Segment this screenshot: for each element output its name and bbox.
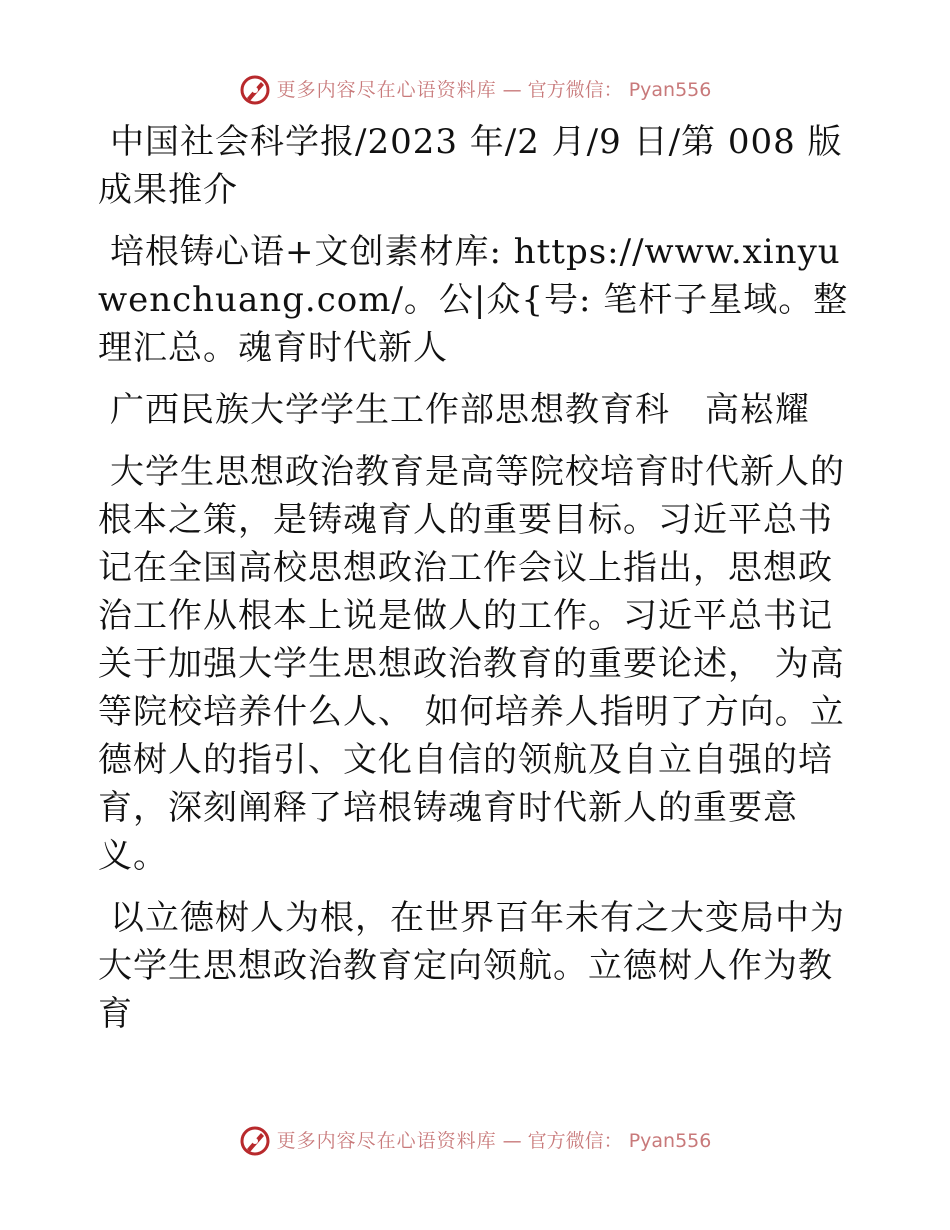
watermark-handle: Pyan556 — [628, 1130, 712, 1152]
watermark-handle: Pyan556 — [628, 79, 712, 101]
watermark-bottom — [0, 1125, 950, 1157]
watermark-main-text: 更多内容尽在心语资料库 — [276, 1130, 497, 1152]
body-paragraph: 以立德树人为根，在世界百年未有之大变局中为大学生思想政治教育定向领航。立德树人作为教育 — [98, 898, 845, 1034]
byline: 广西民族大学学生工作部思想教育科 高崧耀 — [110, 390, 810, 430]
watermark-separator: — — [502, 79, 522, 101]
watermark-separator: — — [502, 1130, 522, 1152]
pen-circle-logo-icon — [239, 74, 271, 106]
watermark-second-text: 官方微信： — [527, 79, 623, 101]
watermark-second-text: 官方微信： — [527, 1130, 623, 1152]
watermark-top — [0, 74, 950, 106]
body-paragraph: 大学生思想政治教育是高等院校培育时代新人的根本之策，是铸魂育人的重要目标。习近平总书记在全国高校思想政治工作会议上指出，思想政治工作从根本上说是做人的工作。习近平总书记关于加强大学生思想政治教育的重要论述， 为高等院校培养什么人、 如何培养人指明了方向。立德树人的指引、文化自信的领航及自立自强的培育，深刻阐释了培根铸魂育时代新人的重要意义。 — [98, 452, 845, 876]
pen-circle-logo-icon — [239, 1125, 271, 1157]
source-line: 中国社会科学报/2023 年/2 月/9 日/第 008 版成果推介 — [98, 122, 843, 210]
promo-text: 培根铸心语+文创素材库: https://www.xinyuwenchuang.com/。公|众{号: 笔杆子星域。整理汇总。魂育时代新人 — [98, 232, 849, 368]
watermark-main-text: 更多内容尽在心语资料库 — [276, 79, 497, 101]
document-content — [98, 118, 850, 1052]
